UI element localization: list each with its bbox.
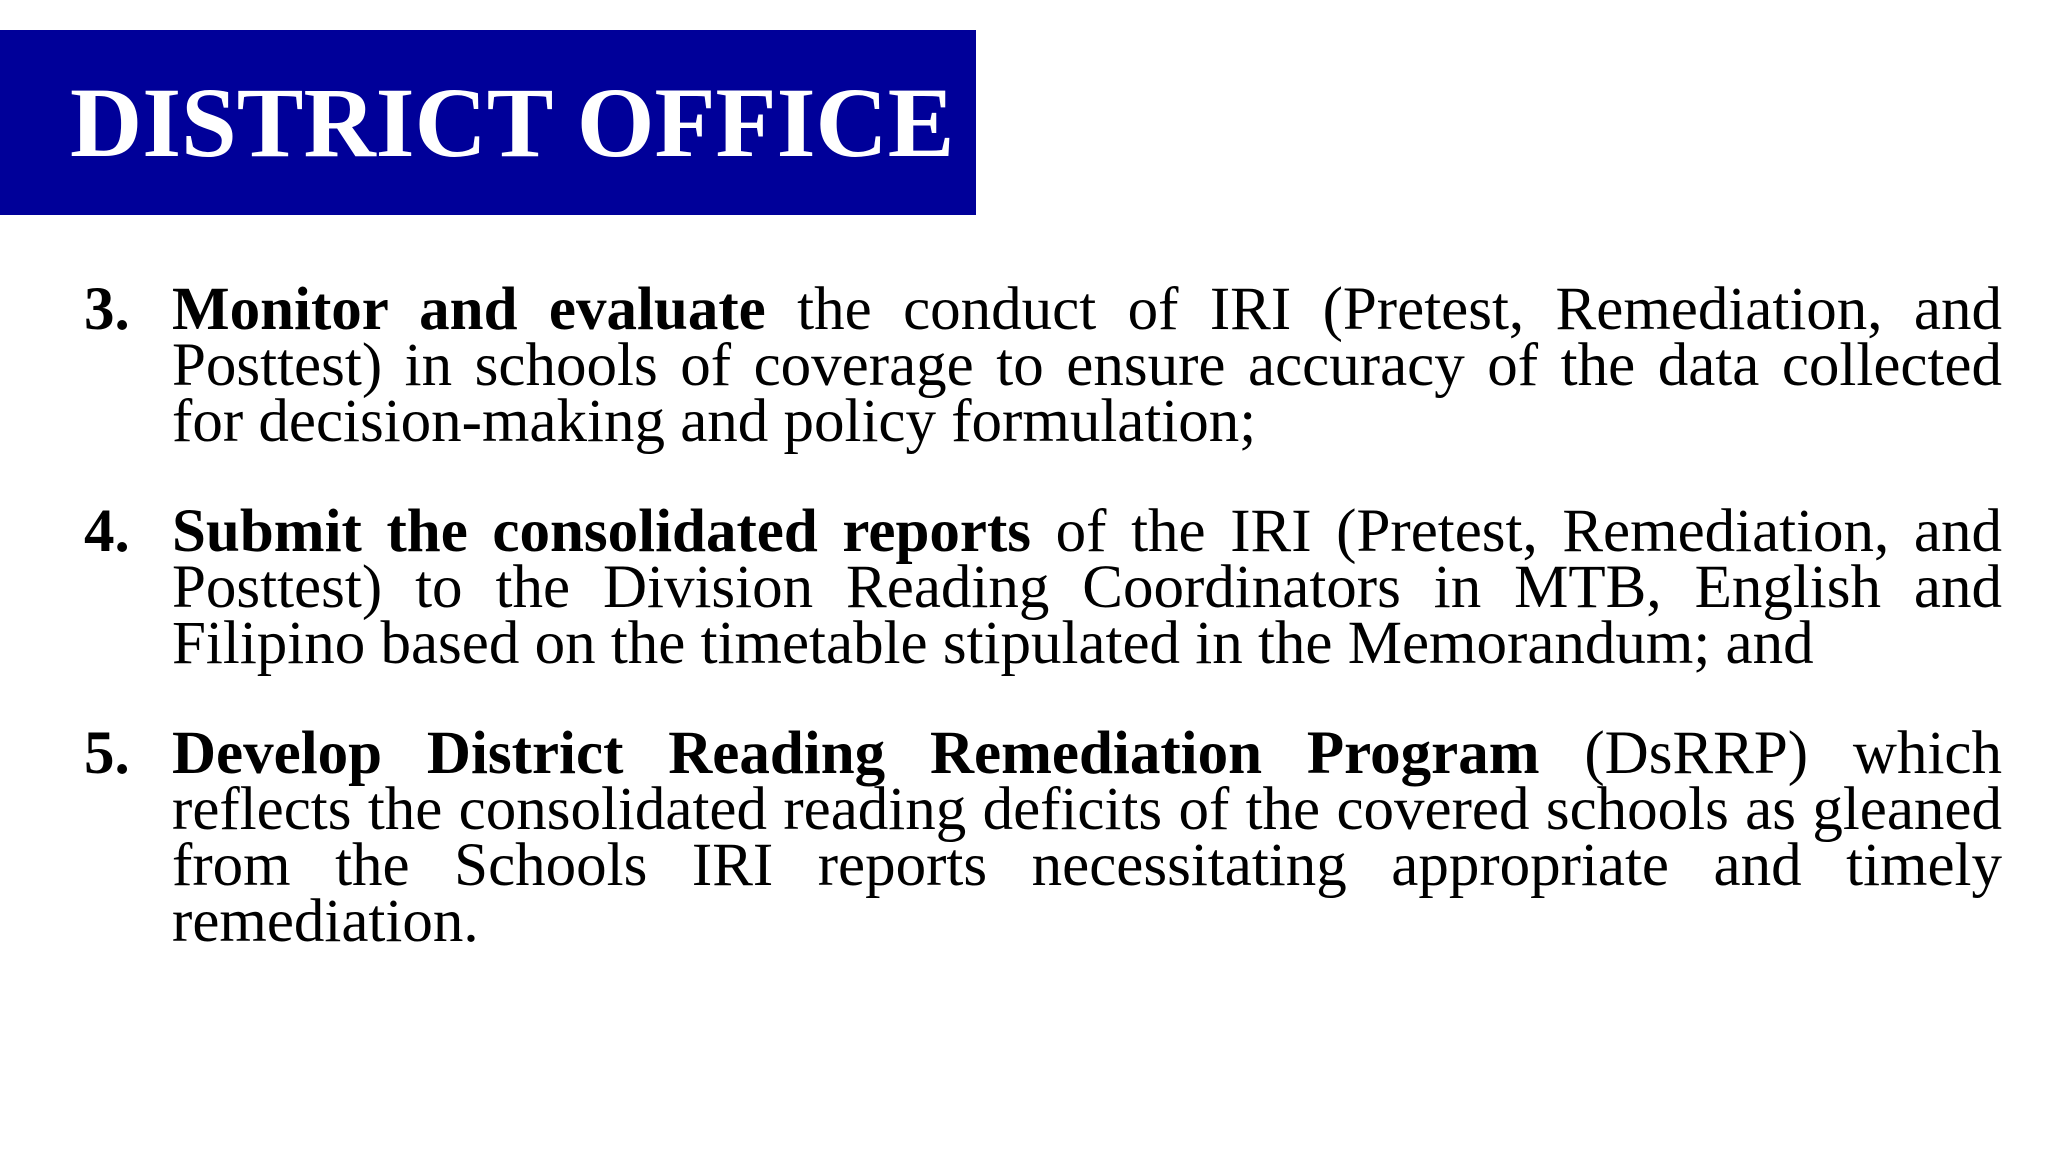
item-bold-text: Monitor and evaluate [172, 276, 766, 343]
item-number: 4. [84, 498, 130, 565]
item-number: 3. [84, 276, 130, 343]
item-body [172, 276, 2003, 455]
title-bar [0, 30, 976, 215]
list-item [84, 720, 2004, 955]
responsibility-list [84, 276, 2004, 1004]
item-text: (DsRRP) which reflects the consolidated reading deficits of the covered schools as gleaned from the Schools IRI reports necessitating appropriate and timely remediation. [172, 720, 2002, 955]
list-item [84, 498, 2004, 677]
item-bold-text: Develop District Reading Remediation Program [172, 720, 1540, 787]
list-item [84, 276, 2004, 455]
item-text: the conduct of IRI (Pretest, Remediation, and Posttest) in schools of coverage to ensure accuracy of the data collected for decision-making and policy formulation; [172, 276, 2003, 455]
item-body [172, 498, 2003, 677]
item-bold-text: Submit the consolidated reports [172, 498, 1032, 565]
slide-title: DISTRICT OFFICE [70, 66, 955, 178]
item-text: of the IRI (Pretest, Remediation, and Posttest) to the Division Reading Coordinators in MTB, English and Filipino based on the timetable stipulated in the Memorandum; and [172, 498, 2003, 677]
item-body [172, 720, 2002, 955]
item-number: 5. [84, 720, 130, 787]
